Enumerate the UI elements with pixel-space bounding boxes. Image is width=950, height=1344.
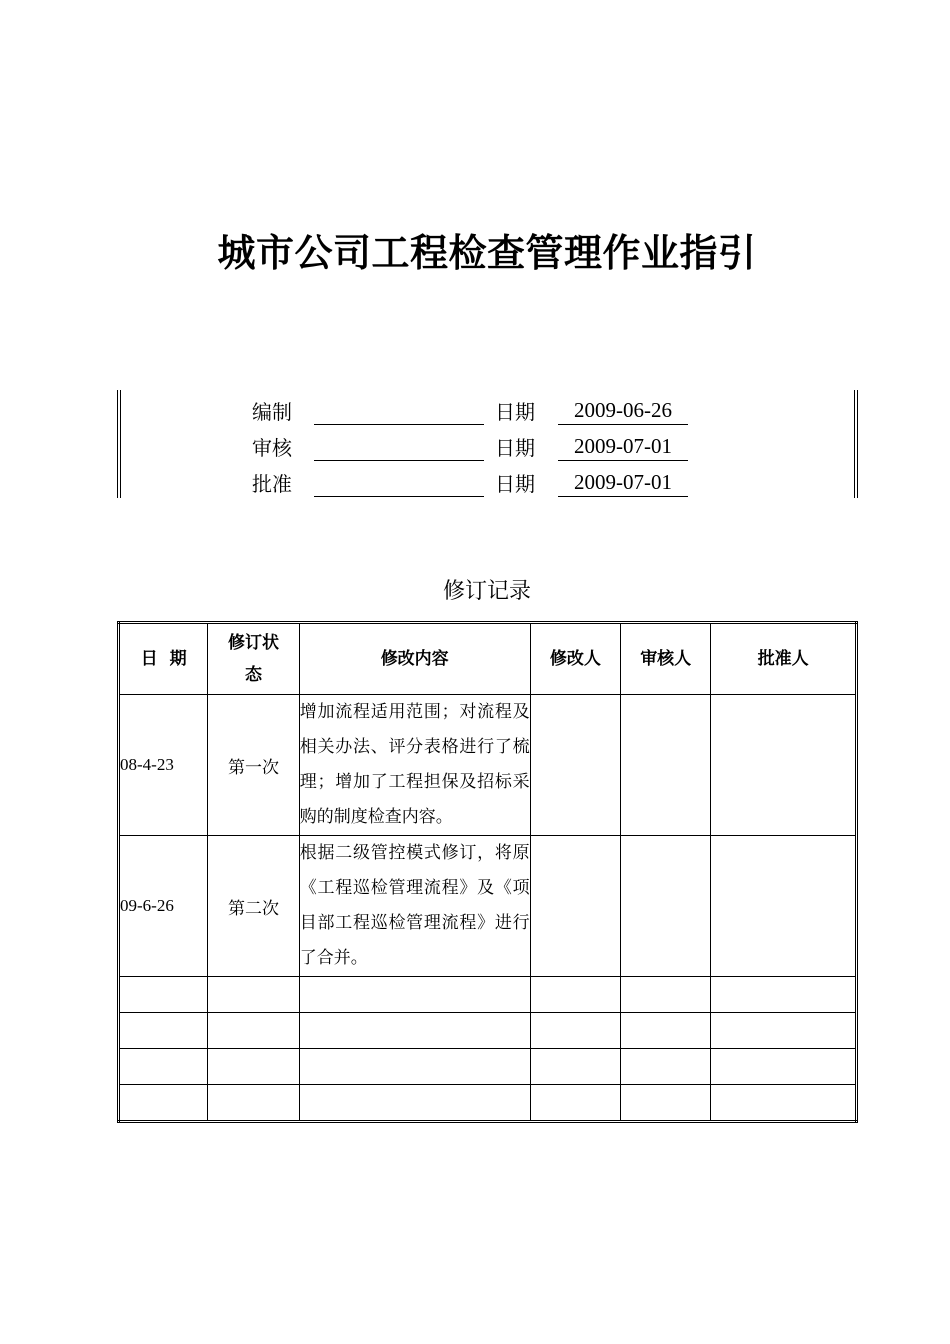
cell-content: 增加流程适用范围；对流程及相关办法、评分表格进行了梳理；增加了工程担保及招标采购的制度检查内容。 — [299, 695, 530, 836]
table-row-empty — [119, 977, 857, 1013]
revision-heading: 修订记录 — [442, 579, 531, 604]
date-label: 日期 — [495, 400, 535, 424]
cell-empty — [711, 1049, 857, 1085]
cell-empty — [621, 1049, 711, 1085]
cell-approver — [711, 695, 857, 836]
cell-empty — [208, 977, 299, 1013]
cell-date: 08-4-23 — [119, 695, 208, 836]
date-value: 2009-07-01 — [558, 462, 688, 497]
cell-date: 09-6-26 — [119, 836, 208, 977]
header-reviewer: 审核人 — [621, 623, 711, 695]
date-value: 2009-06-26 — [558, 390, 688, 425]
cell-empty — [530, 1013, 620, 1049]
date-label: 日期 — [495, 436, 535, 460]
cell-empty — [299, 1013, 530, 1049]
table-row — [119, 695, 857, 836]
table-row-empty — [119, 1049, 857, 1085]
cell-empty — [621, 1085, 711, 1122]
cell-reviewer — [621, 836, 711, 977]
cell-empty — [711, 1013, 857, 1049]
cell-empty — [530, 977, 620, 1013]
header-status-line2: 态 — [245, 665, 263, 685]
cell-empty — [208, 1049, 299, 1085]
cell-approver — [711, 836, 857, 977]
cell-empty — [299, 1049, 530, 1085]
signature-line — [314, 460, 484, 461]
header-content: 修改内容 — [299, 623, 530, 695]
cell-empty — [119, 1049, 208, 1085]
cell-empty — [119, 1085, 208, 1122]
header-approver: 批准人 — [711, 623, 857, 695]
cell-empty — [530, 1085, 620, 1122]
date-label: 日期 — [495, 472, 535, 496]
cell-status: 第二次 — [208, 836, 299, 977]
cell-modifier — [530, 836, 620, 977]
signoff-row-approve — [117, 462, 858, 498]
cell-empty — [208, 1013, 299, 1049]
header-status — [208, 623, 299, 695]
table-row — [119, 836, 857, 977]
revision-table — [117, 621, 858, 1123]
signoff-role-label: 审核 — [252, 436, 292, 460]
cell-empty — [119, 977, 208, 1013]
cell-empty — [119, 1013, 208, 1049]
table-row-empty — [119, 1085, 857, 1122]
header-date: 日 期 — [119, 623, 208, 695]
signoff-role-label: 批准 — [252, 472, 292, 496]
cell-content: 根据二级管控模式修订，将原《工程巡检管理流程》及《项目部工程巡检管理流程》进行了合并。 — [299, 836, 530, 977]
signoff-role-label: 编制 — [252, 400, 292, 424]
cell-status: 第一次 — [208, 695, 299, 836]
cell-empty — [711, 977, 857, 1013]
document-title: 城市公司工程检查管理作业指引 — [217, 231, 757, 275]
cell-empty — [711, 1085, 857, 1122]
signoff-row-compile — [117, 390, 858, 426]
signature-line — [314, 496, 484, 497]
cell-reviewer — [621, 695, 711, 836]
cell-empty — [621, 1013, 711, 1049]
header-modifier: 修改人 — [530, 623, 620, 695]
table-header-row — [119, 623, 857, 695]
cell-modifier — [530, 695, 620, 836]
header-status-line1: 修订状 — [228, 633, 280, 653]
cell-empty — [621, 977, 711, 1013]
signature-line — [314, 424, 484, 425]
cell-empty — [299, 977, 530, 1013]
signoff-row-review — [117, 426, 858, 462]
signoff-block — [117, 390, 858, 498]
cell-empty — [299, 1085, 530, 1122]
cell-empty — [530, 1049, 620, 1085]
date-value: 2009-07-01 — [558, 426, 688, 461]
cell-empty — [208, 1085, 299, 1122]
table-row-empty — [119, 1013, 857, 1049]
